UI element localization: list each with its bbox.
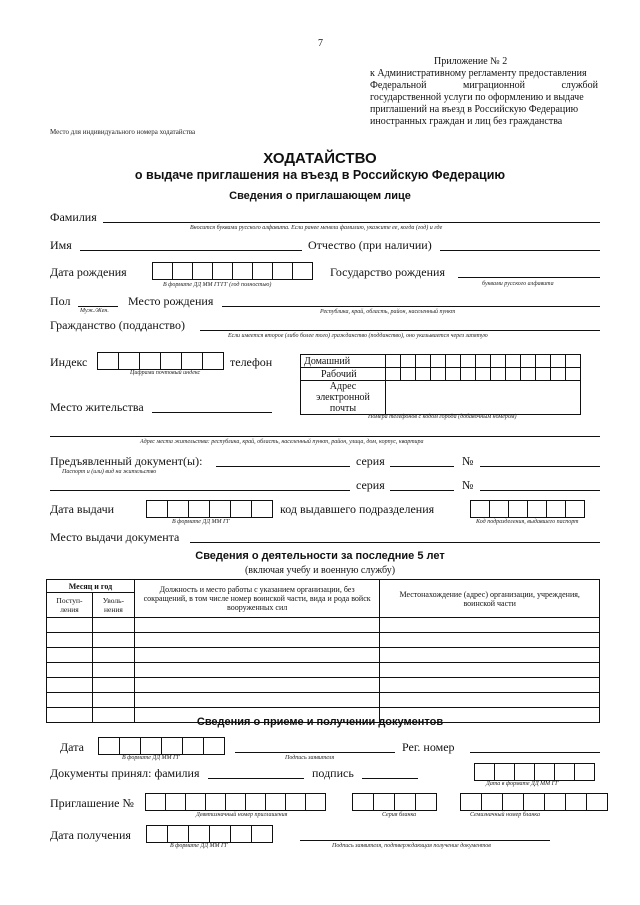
sex-label: Пол: [50, 294, 71, 308]
phone-cell[interactable]: [491, 368, 506, 381]
series2-label: серия: [356, 478, 385, 492]
document-field[interactable]: [216, 466, 350, 467]
form-number-field[interactable]: [460, 793, 608, 811]
phone-table: [300, 354, 581, 415]
section2-heading: Сведения о деятельности за последние 5 лет: [195, 550, 445, 562]
sex-hint: Муж./Жен.: [80, 308, 109, 314]
phone-cell[interactable]: [536, 355, 551, 368]
col-month-year: Месяц и год: [47, 580, 135, 593]
phone-cell[interactable]: [506, 368, 521, 381]
receipt-date-field[interactable]: [146, 825, 273, 843]
index-label: Индекс: [50, 355, 88, 369]
index-field[interactable]: [97, 352, 224, 370]
invitation-number-field[interactable]: [145, 793, 326, 811]
phone-cell[interactable]: [476, 368, 491, 381]
phone-cell[interactable]: [551, 368, 566, 381]
state-hint: буквами русского алфавита: [482, 281, 554, 287]
receipt-date-label: Дата получения: [50, 828, 131, 842]
name-field[interactable]: [80, 250, 302, 251]
table-row[interactable]: [47, 648, 600, 663]
phone-cell[interactable]: [416, 368, 431, 381]
accepted-signature-field[interactable]: [362, 778, 418, 779]
phone-work-label: Рабочий: [301, 368, 386, 381]
section2-subheading: (включая учебу и военную службу): [244, 565, 396, 576]
form-subtitle: о выдаче приглашения на въезд в Российскую Федерацию: [134, 168, 506, 182]
col-end: Уволь-нения: [92, 593, 134, 618]
issue-date-label: Дата выдачи: [50, 502, 115, 516]
issue-place-label: Место выдачи документа: [50, 530, 180, 544]
birthplace-label: Место рождения: [128, 294, 214, 308]
index-hint: Цифрами почтовый индекс: [130, 370, 201, 376]
form-title: ХОДАТАЙСТВО: [263, 150, 377, 167]
issue-place-field[interactable]: [190, 542, 600, 543]
patronymic-field[interactable]: [440, 250, 600, 251]
series-field[interactable]: [390, 466, 454, 467]
document-hint: Паспорт и (или) вид на жительство: [62, 469, 157, 475]
receipt-signature-hint: Подпись заявителя, подтверждающая получение документов: [332, 843, 491, 849]
surname-label: Фамилия: [50, 210, 97, 224]
accepted-surname-field[interactable]: [208, 778, 304, 779]
receipt-date-hint: В формате ДД ММ ГГ: [170, 843, 228, 849]
table-row[interactable]: [47, 663, 600, 678]
dob-hint: В формате ДД ММ ГГГГ (год полностью): [163, 282, 272, 288]
residence-label: Место жительства: [50, 400, 144, 414]
phone-cell[interactable]: [566, 368, 581, 381]
phone-cell[interactable]: [446, 355, 461, 368]
state-field[interactable]: [458, 277, 600, 278]
phone-cell[interactable]: [386, 355, 401, 368]
citizenship-label: Гражданство (подданство): [50, 318, 185, 332]
phone-cell[interactable]: [401, 355, 416, 368]
dob-label: Дата рождения: [50, 265, 127, 279]
phone-cell[interactable]: [431, 355, 446, 368]
issue-date-hint: В формате ДД ММ ГГ: [172, 519, 230, 525]
form-number-hint: Семизначный номер бланка: [470, 812, 540, 818]
reception-date-label: Дата: [60, 740, 84, 754]
citizenship-field[interactable]: [200, 330, 600, 331]
phone-hint: Номера телефонов с кодом города (добавочным номером): [368, 414, 517, 420]
activity-table: [46, 579, 600, 723]
phone-label: телефон: [230, 355, 273, 369]
name-label: Имя: [50, 238, 72, 252]
accepted-signature-label: подпись: [312, 766, 354, 780]
phone-cell[interactable]: [401, 368, 416, 381]
appendix-text: к Административному регламенту предоставления Федеральной миграционной службой государственной услуги по оформлению и выдаче приглашений на въезд в Российскую Федерацию иностранных граждан и лиц без гражданства: [370, 68, 598, 127]
applicant-signature-hint: Подпись заявителя: [285, 755, 335, 761]
document2-field[interactable]: [50, 490, 350, 491]
phone-cell[interactable]: [566, 355, 581, 368]
phone-cell[interactable]: [536, 368, 551, 381]
dept-code-label: код выдавшего подразделения: [280, 502, 435, 516]
phone-cell[interactable]: [446, 368, 461, 381]
dept-code-hint: Код подразделения, выдавшего паспорт: [476, 519, 579, 525]
surname-hint: Вносится буквами русского алфавита. Если ранее меняли фамилию, укажите ее, когда (год) и где: [190, 225, 443, 231]
dept-code-field[interactable]: [470, 500, 585, 518]
document-label: Предъявленный документ(ы):: [50, 454, 203, 468]
invitation-label: Приглашение №: [50, 796, 134, 810]
phone-cell[interactable]: [551, 355, 566, 368]
address-hint: Адрес места жительства: республика, край, область, населенный пункт, район, улица, дом, корпус, квартира: [140, 439, 424, 445]
petition-number-label: Место для индивидуального номера ходатайства: [50, 128, 196, 136]
table-row[interactable]: [47, 618, 600, 633]
col-location: Местонахождение (адрес) организации, учреждения, воинской части: [380, 580, 600, 618]
phone-cell[interactable]: [521, 355, 536, 368]
phone-cell[interactable]: [416, 355, 431, 368]
surname-field[interactable]: [103, 222, 600, 223]
citizenship-hint: Если имеется второе (либо более того) гражданство (подданство), оно указывается через запятую: [228, 333, 488, 339]
section3-heading: Сведения о приеме и получении документов: [196, 716, 444, 728]
reg-number-field[interactable]: [470, 752, 600, 753]
reception-date-field[interactable]: [98, 737, 225, 755]
phone-cell[interactable]: [506, 355, 521, 368]
phone-cell[interactable]: [476, 355, 491, 368]
state-label: Государство рождения: [330, 265, 445, 279]
receipt-signature-field[interactable]: [300, 840, 550, 841]
table-row[interactable]: [47, 693, 600, 708]
section1-heading: Сведения о приглашающем лице: [229, 190, 411, 202]
reception-date-hint: В формате ДД ММ ГГ: [122, 755, 180, 761]
issue-date-field[interactable]: [146, 500, 273, 518]
address-field[interactable]: [50, 436, 600, 437]
number2-label: №: [462, 478, 474, 492]
series2-field[interactable]: [390, 490, 454, 491]
birthplace-field[interactable]: [222, 306, 600, 307]
invitation-hint: Девятизначный номер приглашения: [196, 812, 288, 818]
series-label: серия: [356, 454, 385, 468]
number-field[interactable]: [480, 466, 600, 467]
form-series-field[interactable]: [352, 793, 437, 811]
email-field[interactable]: [386, 381, 581, 415]
phone-home-label: Домашний: [301, 355, 386, 368]
number-label: №: [462, 454, 474, 468]
table-row[interactable]: [47, 678, 600, 693]
phone-email-label: Адрес электронной почты: [301, 381, 386, 415]
sex-field[interactable]: [78, 306, 118, 307]
col-start: Поступ-ления: [47, 593, 93, 618]
dob-field[interactable]: [152, 262, 313, 280]
number2-field[interactable]: [480, 490, 600, 491]
page-number: 7: [318, 38, 323, 49]
phone-cell[interactable]: [491, 355, 506, 368]
accepted-label: Документы принял: фамилия: [50, 766, 200, 780]
phone-cell[interactable]: [521, 368, 536, 381]
phone-cell[interactable]: [461, 368, 476, 381]
appendix-title: Приложение № 2: [434, 56, 508, 67]
phone-cell[interactable]: [431, 368, 446, 381]
accepted-date-hint: Дата в формате ДД ММ ГГ: [486, 781, 559, 787]
col-position: Должность и место работы с указанием организации, без сокращений, в том числе номер воинской части, вида и рода войск вооруженных сил: [134, 580, 379, 618]
phone-cell[interactable]: [386, 368, 401, 381]
patronymic-label: Отчество (при наличии): [308, 238, 432, 252]
reg-number-label: Рег. номер: [402, 740, 455, 754]
applicant-signature-field[interactable]: [235, 752, 395, 753]
birthplace-hint: Республика, край, область, район, населенный пункт: [320, 309, 456, 315]
residence-field[interactable]: [152, 412, 272, 413]
form-series-hint: Серия бланка: [382, 812, 417, 818]
phone-cell[interactable]: [461, 355, 476, 368]
table-row[interactable]: [47, 633, 600, 648]
accepted-date-field[interactable]: [474, 763, 595, 781]
